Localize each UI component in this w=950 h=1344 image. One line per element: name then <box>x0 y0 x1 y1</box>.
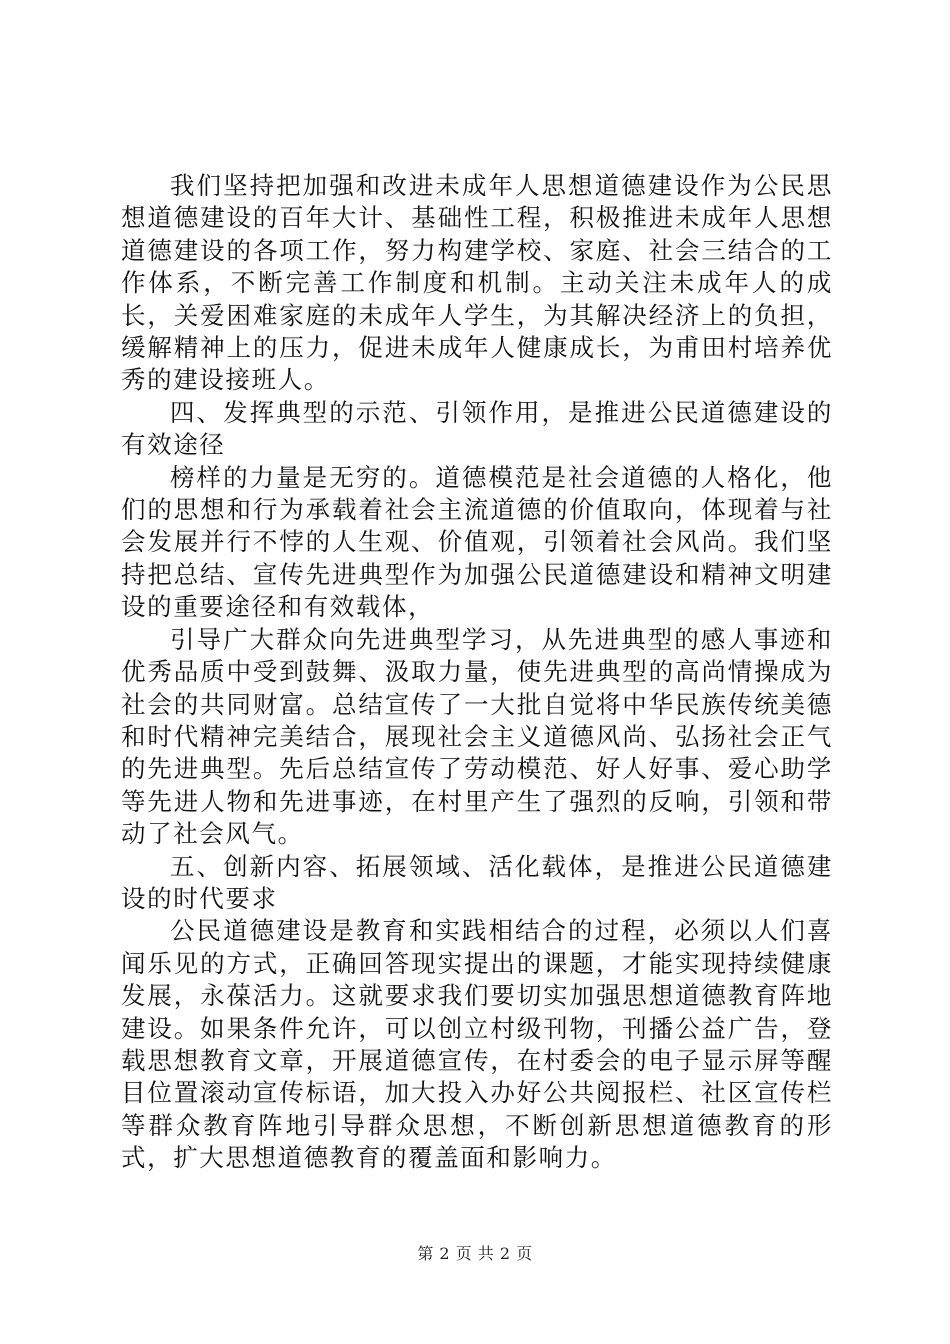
body-paragraph: 榜样的力量是无穷的。道德模范是社会道德的人格化，他们的思想和行为承载着社会主流道德的价值取向，体现着与社会发展并行不悖的人生观、价值观，引领着社会风尚。我们坚持把总结、宣传先进典型作为加强公民道德建设和精神文明建设的重要途径和有效载体， <box>121 462 833 622</box>
section-heading-four: 四、发挥典型的示范、引领作用，是推进公民道德建设的有效途径 <box>121 397 833 460</box>
page-footer: 第 2 页 共 2 页 <box>417 1244 533 1263</box>
body-paragraph: 引导广大群众向先进典型学习，从先进典型的感人事迹和优秀品质中受到鼓舞、汲取力量，使先进典型的高尚情操成为社会的共同财富。总结宣传了一大批自觉将中华民族传统美德和时代精神完美结合，展现社会主义道德风尚、弘扬社会正气的先进典型。先后总结宣传了劳动模范、好人好事、爱心助学等先进人物和先进事迹，在村里产生了强烈的反响，引领和带动了社会风气。 <box>121 624 833 849</box>
document-body <box>121 170 833 1175</box>
body-paragraph: 公民道德建设是教育和实践相结合的过程，必须以人们喜闻乐见的方式，正确回答现实提出的课题，才能实现持续健康发展，永葆活力。这就要求我们要切实加强思想道德教育阵地建设。如果条件允许，可以创立村级刊物，刊播公益广告，登载思想教育文章，开展道德宣传，在村委会的电子显示屏等醒目位置滚动宣传标语，加大投入办好公共阅报栏、社区宣传栏等群众教育阵地引导群众思想，不断创新思想道德教育的形式，扩大思想道德教育的覆盖面和影响力。 <box>121 916 833 1173</box>
section-heading-five: 五、创新内容、拓展领域、活化载体，是推进公民道德建设的时代要求 <box>121 851 833 913</box>
body-paragraph: 我们坚持把加强和改进未成年人思想道德建设作为公民思想道德建设的百年大计、基础性工程，积极推进未成年人思想道德建设的各项工作，努力构建学校、家庭、社会三结合的工作体系，不断完善工作制度和机制。主动关注未成年人的成长，关爱困难家庭的未成年人学生，为其解决经济上的负担，缓解精神上的压力，促进未成年人健康成长，为甫田村培养优秀的建设接班人。 <box>121 171 833 395</box>
